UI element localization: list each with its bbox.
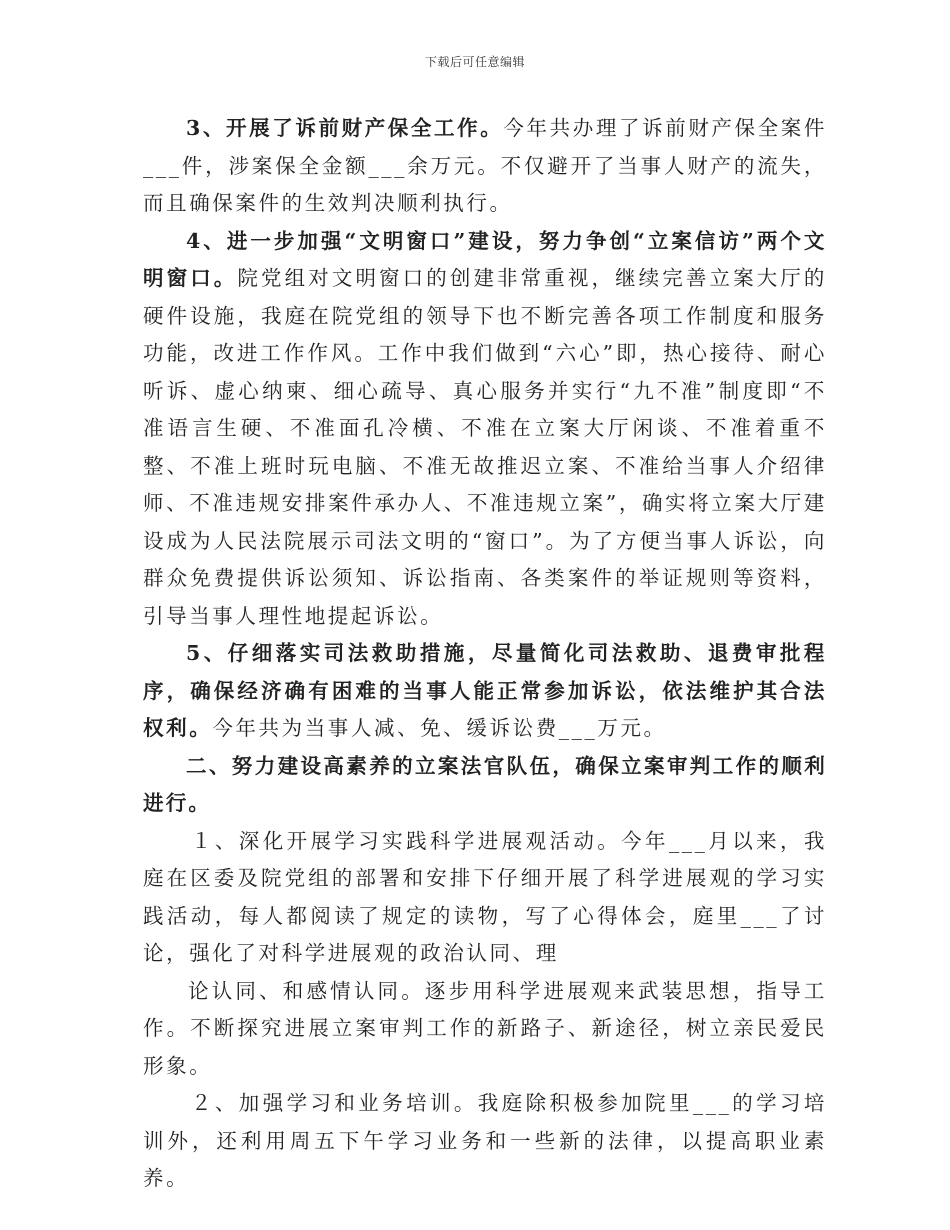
paragraph-lead: 4、进一步加强“文明窗口”建设，努力争创“立案信访”两个文明窗口。	[143, 228, 827, 290]
paragraph-pre-litigation-preservation	[143, 110, 827, 223]
paragraph-study-practice: １、深化开展学习实践科学进展观活动。今年___月以来，我庭在区委及院党组的部署和安排下仔细开展了科学进展观的学习实践活动，每人都阅读了规定的读物，写了心得体会，庭里___了讨论，强化了对科学进展观的政治认同、理	[143, 828, 827, 965]
paragraph-training: ２、加强学习和业务培训。我庭除积极参加院里___的学习培训外，还利用周五下午学习业务和一些新的法律，以提高职业素养。	[143, 1091, 827, 1190]
paragraph-body: 今年共为当事人减、免、缓诉讼费___万元。	[212, 716, 667, 740]
paragraph-lead: 3、开展了诉前财产保全工作。	[186, 116, 504, 140]
paragraph-body: 院党组对文明窗口的创建非常重视，继续完善立案大厅的硬件设施，我庭在院党组的领导下也不断完善各项工作制度和服务功能，改进工作作风。工作中我们做到“六心”即，热心接待、耐心听诉、虚心纳柬、细心疏导、真心服务并实行“九不准”制度即“不准语言生硬、不准面孔冷横、不准在立案大厅闲谈、不准着重不整、不准上班时玩电脑、不准无故推迟立案、不准给当事人介绍律师、不准违规安排案件承办人、不准违规立案”，确实将立案大厅建设成为人民法院展示司法文明的“窗口”。为了方便当事人诉讼，向群众免费提供诉讼须知、诉讼指南、各类案件的举证规则等资料，引导当事人理性地提起诉讼。	[143, 266, 828, 628]
section-heading-team-building: 二、努力建设高素养的立案法官队伍，确保立案审判工作的顺利进行。	[143, 753, 827, 815]
paragraph-lead: 5、仔细落实司法救助措施，尽量简化司法救助、退费审批程序，确保经济确有困难的当事人能正常参加诉讼，依法维护其合法权利。	[143, 641, 827, 740]
paragraph-judicial-aid	[143, 635, 827, 748]
paragraph-body: 今年共办理了诉前财产保全案件___件，涉案保全金额___余万元。不仅避开了当事人财产的流失，而且确保案件的生效判决顺利执行。	[143, 116, 827, 215]
page-header: 下载后可任意编辑	[424, 55, 525, 69]
document-body	[143, 110, 827, 1198]
paragraph-civilized-window	[143, 223, 827, 636]
paragraph-study-practice-continued: 论认同、和感情认同。逐步用科学进展观来武装思想，指导工作。不断探究进展立案审判工作的新路子、新途径，树立亲民爱民形象。	[143, 978, 827, 1078]
